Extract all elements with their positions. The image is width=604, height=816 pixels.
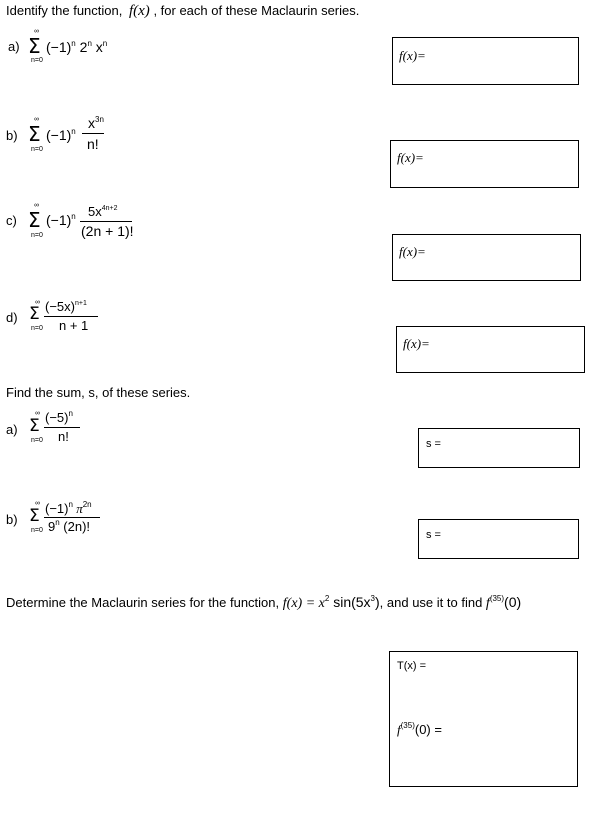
sum-series-b-label: b) — [6, 512, 18, 527]
series-a-term-two: 2 — [75, 39, 88, 55]
series-c-numerator — [88, 204, 118, 219]
sum-series-b-sigma: Σ — [29, 506, 40, 526]
section-3-derivative-f: f — [485, 596, 490, 611]
sum-series-b-denominator-factorial: (2n)! — [59, 519, 91, 534]
sum-series-a-numerator-exp: n — [68, 409, 73, 418]
answer-box-fx-c-label: f(x)= — [399, 244, 426, 259]
series-d-numerator-base: (−5x) — [45, 299, 75, 314]
series-a-sigma: Σ — [28, 34, 41, 58]
sum-series-b-lower-limit: n=0 — [31, 527, 43, 534]
sum-series-b-denominator-nine: 9 — [48, 519, 56, 534]
series-b-sign-base: (−1) — [46, 127, 72, 143]
section-2-title: Find the sum, s, of these series. — [6, 385, 191, 400]
answer-box-fx-d[interactable] — [396, 326, 585, 373]
sum-series-a-fraction-bar — [44, 427, 80, 428]
series-b-fraction-bar — [82, 133, 104, 134]
sum-series-b-upper-limit: ∞ — [35, 500, 40, 507]
section-3-derivative-order: (35) — [489, 594, 505, 603]
series-a-term-two-exp: n — [87, 39, 92, 48]
section-3-instruction — [6, 593, 521, 613]
series-d-numerator-exp: n+1 — [74, 300, 87, 307]
section-3-function-inner-exp: 3 — [370, 594, 375, 603]
sum-series-a-label: a) — [6, 422, 18, 437]
answer-box-maclaurin-f35-order: (35) — [400, 721, 415, 730]
series-a-term — [46, 39, 107, 55]
sum-series-a-numerator-base: (−5) — [45, 410, 69, 425]
answer-box-fx-b-label: f(x)= — [397, 150, 424, 165]
series-b-numerator-base: x — [88, 115, 95, 131]
sum-series-b-numerator-pi-exp: 2n — [82, 500, 92, 509]
answer-box-sum-b[interactable] — [418, 519, 579, 559]
answer-box-fx-a[interactable] — [392, 37, 579, 85]
series-b-upper-limit: ∞ — [34, 116, 39, 123]
series-b-sign — [46, 127, 76, 143]
section-3-function-sin: sin(5x — [329, 594, 371, 610]
sum-series-a-numerator — [45, 410, 73, 425]
sum-series-b-numerator-sign: (−1) — [45, 501, 69, 516]
series-b-denominator: n! — [87, 136, 99, 152]
series-d-fraction-bar — [44, 316, 98, 317]
sum-series-b-denominator — [48, 519, 90, 534]
section-1-title — [6, 3, 359, 19]
answer-box-maclaurin-f35-f: f — [397, 722, 401, 737]
answer-box-maclaurin-f35-tail: (0) = — [414, 722, 442, 737]
section-3-function — [283, 594, 380, 610]
section-3-function-x-exp: 2 — [324, 594, 330, 603]
series-a-term-x: x — [91, 39, 103, 55]
answer-box-fx-c[interactable] — [392, 234, 581, 281]
sum-series-b-numerator-sign-exp: n — [68, 500, 73, 509]
series-c-numerator-base: 5x — [88, 204, 102, 219]
sum-series-b-numerator-pi: π — [72, 501, 83, 516]
series-c-denominator: (2n + 1)! — [81, 223, 134, 239]
sum-series-a-sigma: Σ — [29, 416, 40, 436]
series-b-lower-limit: n=0 — [31, 146, 43, 153]
series-c-fraction-bar — [80, 221, 132, 222]
series-a-label: a) — [8, 39, 20, 54]
series-d-lower-limit: n=0 — [31, 325, 43, 332]
answer-box-fx-d-label: f(x)= — [403, 336, 430, 351]
answer-box-fx-a-label: f(x)= — [399, 48, 426, 63]
section-1-title-fx: f(x) — [128, 3, 150, 19]
section-1-title-text: Identify the function, — [6, 3, 123, 18]
series-d-upper-limit: ∞ — [35, 299, 40, 306]
series-a-term-sign-exp: n — [71, 39, 76, 48]
section-3-derivative — [486, 594, 521, 610]
answer-box-fx-b[interactable] — [390, 140, 579, 188]
series-a-term-x-exp: n — [102, 39, 108, 48]
sum-series-a-upper-limit: ∞ — [35, 410, 40, 417]
series-d-sigma: Σ — [29, 304, 40, 324]
sum-series-b-numerator — [45, 501, 92, 517]
series-c-sign — [46, 212, 76, 228]
answer-box-sum-a-label: s = — [426, 438, 441, 450]
series-a-term-sign: (−1) — [46, 39, 72, 55]
sum-series-b-denominator-nine-exp: n — [55, 518, 60, 527]
series-b-numerator — [88, 115, 104, 131]
series-c-label: c) — [6, 213, 17, 228]
section-3-function-close: ) — [375, 594, 380, 610]
answer-box-maclaurin[interactable] — [389, 651, 578, 787]
series-d-label: d) — [6, 310, 18, 325]
series-c-sign-exp: n — [71, 212, 76, 221]
series-a-lower-limit: n=0 — [31, 57, 43, 64]
series-c-upper-limit: ∞ — [34, 202, 39, 209]
section-3-function-base: f(x) = x — [282, 596, 325, 611]
series-b-sigma: Σ — [28, 122, 41, 146]
section-3-derivative-arg: (0) — [504, 594, 522, 610]
section-3-text-start: Determine the Maclaurin series for the function, — [6, 595, 280, 610]
series-d-denominator: n + 1 — [59, 318, 89, 333]
sum-series-a-lower-limit: n=0 — [31, 437, 43, 444]
section-3-text-mid: , and use it to find — [379, 595, 483, 610]
answer-box-sum-b-label: s = — [426, 529, 441, 541]
answer-box-maclaurin-f35-label — [397, 722, 442, 738]
series-c-sign-base: (−1) — [46, 212, 72, 228]
sum-series-a-denominator: n! — [58, 429, 69, 444]
series-a-upper-limit: ∞ — [34, 28, 39, 35]
series-d-numerator — [45, 299, 87, 314]
section-1-title-tail: , for each of these Maclaurin series. — [153, 3, 360, 18]
series-c-lower-limit: n=0 — [31, 232, 43, 239]
series-c-numerator-exp: 4n+2 — [101, 205, 118, 212]
answer-box-maclaurin-tx-label: T(x) = — [397, 660, 427, 672]
series-b-numerator-exp: 3n — [95, 115, 104, 124]
series-b-sign-exp: n — [71, 127, 76, 136]
series-c-sigma: Σ — [28, 208, 41, 232]
sum-series-b-fraction-bar — [44, 517, 100, 518]
answer-box-sum-a[interactable] — [418, 428, 580, 468]
series-b-label: b) — [6, 128, 18, 143]
